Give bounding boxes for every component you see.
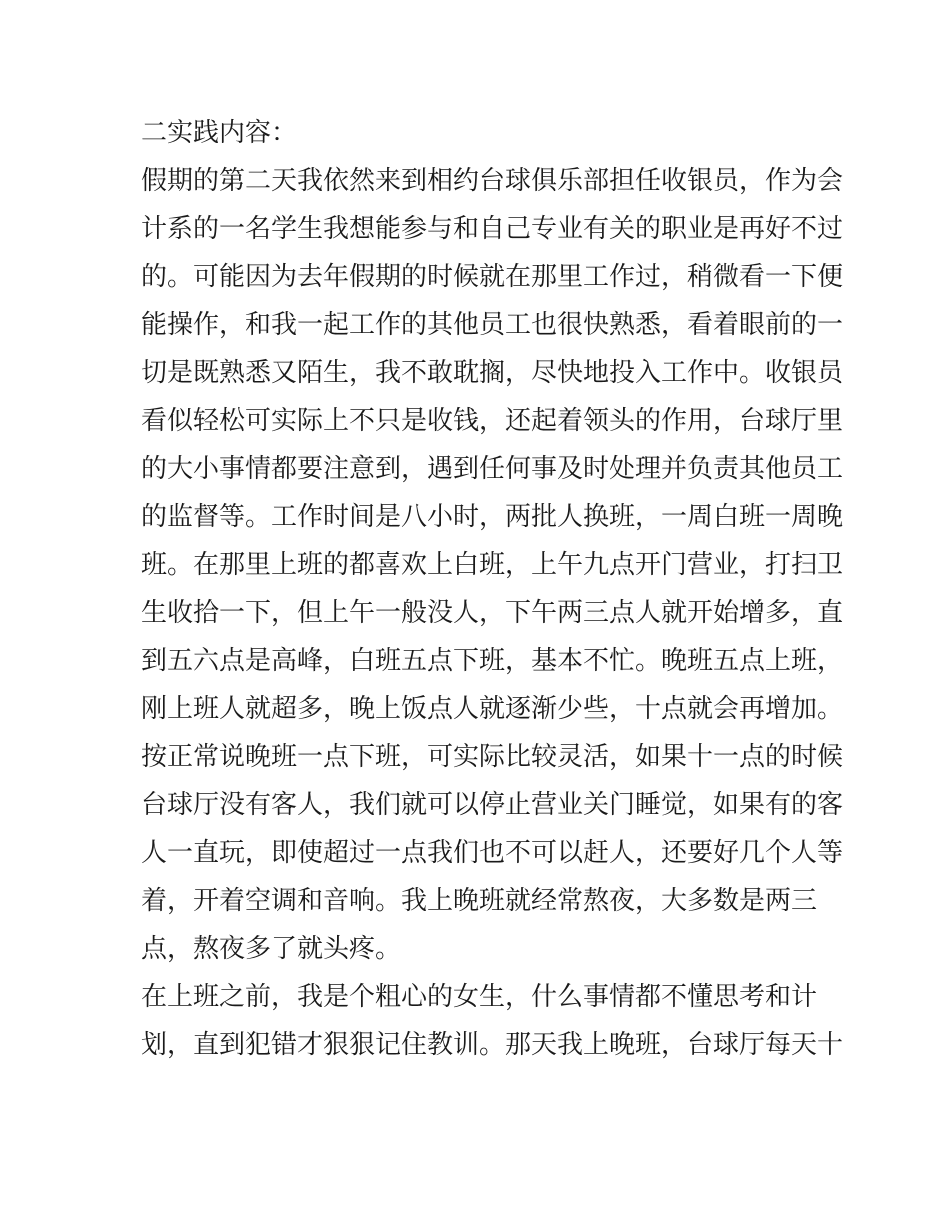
paragraph-line: 能操作，和我一起工作的其他员工也很快熟悉，看着眼前的一 [141,310,844,340]
paragraph-line: 计系的一名学生我想能参与和自己专业有关的职业是再好不过 [141,214,844,244]
paragraph-line: 在上班之前，我是个粗心的女生，什么事情都不懂思考和计 [141,982,818,1012]
paragraph-line: 人一直玩，即使超过一点我们也不可以赶人，还要好几个人等 [141,838,844,868]
paragraph-line: 看似轻松可实际上不只是收钱，还起着领头的作用，台球厅里 [141,406,844,436]
paragraph-line: 刚上班人就超多，晚上饭点人就逐渐少些，十点就会再增加。 [141,694,844,724]
paragraph-line: 的大小事情都要注意到，遇到任何事及时处理并负责其他员工 [141,454,844,484]
paragraph-line: 生收拾一下，但上午一般没人，下午两三点人就开始增多，直 [141,598,844,628]
paragraph-line: 到五六点是高峰，白班五点下班，基本不忙。晚班五点上班， [141,646,844,676]
paragraph-line: 按正常说晚班一点下班，可实际比较灵活，如果十一点的时候 [141,742,844,772]
paragraph-line: 台球厅没有客人，我们就可以停止营业关门睡觉，如果有的客 [141,790,844,820]
paragraph-line: 的。可能因为去年假期的时候就在那里工作过，稍微看一下便 [141,262,844,292]
paragraph-line: 划，直到犯错才狠狠记住教训。那天我上晚班，台球厅每天十 [141,1030,844,1060]
paragraph-line: 切是既熟悉又陌生，我不敢耽搁，尽快地投入工作中。收银员 [141,358,844,388]
paragraph-line: 点，熬夜多了就头疼。 [141,934,402,964]
paragraph-line: 班。在那里上班的都喜欢上白班，上午九点开门营业，打扫卫 [141,550,844,580]
paragraph-line: 假期的第二天我依然来到相约台球俱乐部担任收银员，作为会 [141,166,844,196]
paragraph-line: 着，开着空调和音响。我上晚班就经常熬夜，大多数是两三 [141,886,818,916]
section-heading: 二实践内容： [141,118,298,148]
paragraph-line: 的监督等。工作时间是八小时，两批人换班，一周白班一周晚 [141,502,844,532]
